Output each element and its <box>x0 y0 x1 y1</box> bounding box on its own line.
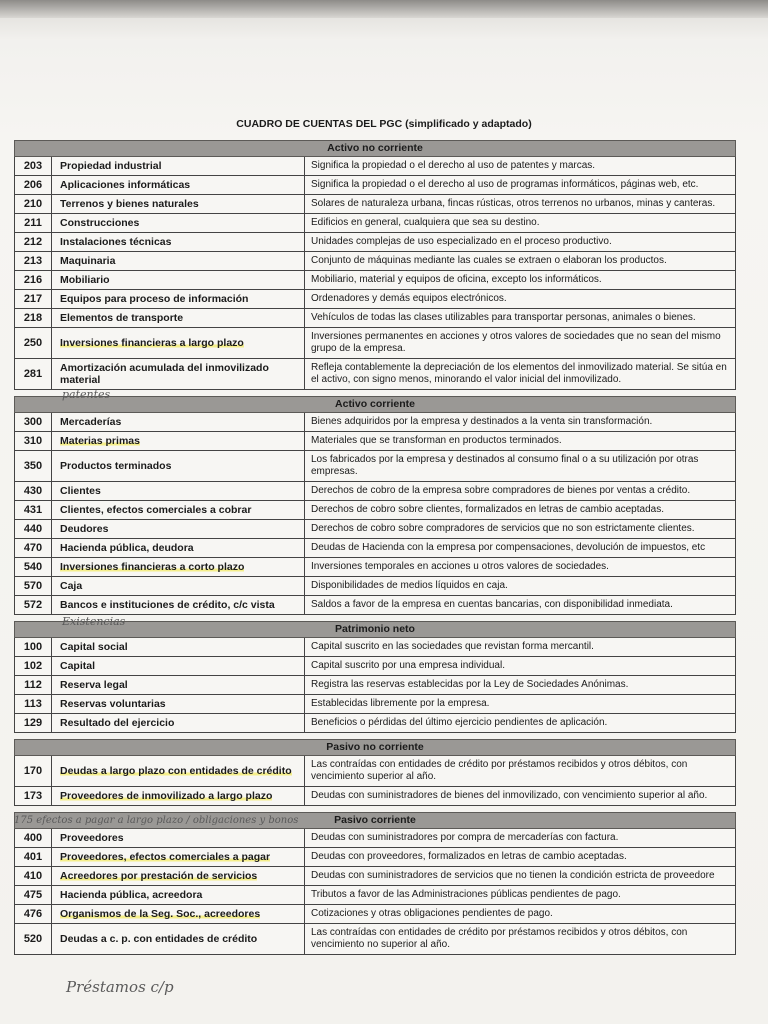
account-name-text: Deudores <box>60 523 109 535</box>
table-row <box>14 848 736 867</box>
scan-edge-shadow <box>0 0 768 18</box>
account-name-text: Terrenos y bienes naturales <box>60 198 199 210</box>
account-name <box>52 252 305 270</box>
table-row <box>14 787 736 806</box>
account-code: 250 <box>15 328 52 358</box>
table-row <box>14 233 736 252</box>
account-name-text: Equipos para proceso de información <box>60 293 249 305</box>
account-name-text: Deudas a largo plazo con entidades de crédito <box>60 765 292 777</box>
account-name <box>52 157 305 175</box>
account-name-text: Construcciones <box>60 217 140 229</box>
table-row <box>14 886 736 905</box>
account-code: 129 <box>15 714 52 732</box>
account-name <box>52 558 305 576</box>
account-code: 213 <box>15 252 52 270</box>
account-code: 540 <box>15 558 52 576</box>
account-code: 401 <box>15 848 52 866</box>
account-name-text: Clientes, efectos comerciales a cobrar <box>60 504 252 516</box>
handwritten-note: Existencias <box>62 615 126 628</box>
account-description: Saldos a favor de la empresa en cuentas bancarias, con disponibilidad inmediata. <box>311 599 673 610</box>
account-name <box>52 309 305 327</box>
account-description: Conjunto de máquinas mediante las cuales se extraen o elaboran los productos. <box>311 255 667 266</box>
table-row <box>14 905 736 924</box>
account-name-text: Proveedores de inmovilizado a largo plazo <box>60 790 273 802</box>
account-code: 430 <box>15 482 52 500</box>
account-name-text: Aplicaciones informáticas <box>60 179 191 191</box>
table-row <box>14 501 736 520</box>
account-code: 102 <box>15 657 52 675</box>
document-title: CUADRO DE CUENTAS DEL PGC (simplificado y adaptado) <box>236 118 532 130</box>
account-description: Deudas con proveedores, formalizados en letras de cambio aceptadas. <box>311 851 627 862</box>
account-name-text: Capital social <box>60 641 128 653</box>
account-code: 170 <box>15 756 52 786</box>
account-code: 476 <box>15 905 52 923</box>
account-description: Edificios en general, cualquiera que sea su destino. <box>311 217 540 228</box>
accounts-table <box>14 140 736 961</box>
account-name-text: Mercaderías <box>60 416 122 428</box>
account-name-text: Resultado del ejercicio <box>60 717 175 729</box>
account-name-text: Deudas a c. p. con entidades de crédito <box>60 933 258 945</box>
account-code: 216 <box>15 271 52 289</box>
account-code: 173 <box>15 787 52 805</box>
account-description: Capital suscrito por una empresa individual. <box>311 660 505 671</box>
table-row <box>14 176 736 195</box>
account-code: 475 <box>15 886 52 904</box>
account-code: 113 <box>15 695 52 713</box>
account-description: Unidades complejas de uso especializado en el proceso productivo. <box>311 236 612 247</box>
account-description: Establecidas libremente por la empresa. <box>311 698 490 709</box>
table-row <box>14 714 736 733</box>
account-name <box>52 290 305 308</box>
account-name-text: Proveedores, efectos comerciales a pagar <box>60 851 271 863</box>
account-code: 281 <box>15 359 52 389</box>
account-name <box>52 577 305 595</box>
section-header: Pasivo corriente <box>14 812 736 829</box>
account-name-text: Capital <box>60 660 96 672</box>
account-description: Capital suscrito en las sociedades que revistan forma mercantil. <box>311 641 594 652</box>
section-header: Activo no corriente <box>14 140 736 157</box>
account-name-text: Reservas voluntarias <box>60 698 166 710</box>
account-name <box>52 520 305 538</box>
account-description: Deudas de Hacienda con la empresa por compensaciones, devolución de impuestos, etc <box>311 542 706 553</box>
table-row <box>14 924 736 955</box>
account-description: Cotizaciones y otras obligaciones pendientes de pago. <box>311 908 553 919</box>
table-row <box>14 482 736 501</box>
account-description: Refleja contablemente la depreciación de los elementos del inmovilizado material. Se sitúa en el activo, con signo menos, minorando el valor inicial del inmovilizado. <box>311 362 727 385</box>
account-name <box>52 539 305 557</box>
account-code: 410 <box>15 867 52 885</box>
account-name <box>52 924 305 954</box>
account-name-text: Proveedores <box>60 832 124 844</box>
account-description: Derechos de cobro de la empresa sobre compradores de bienes por ventas a crédito. <box>311 485 691 496</box>
account-name <box>52 359 305 389</box>
table-row <box>14 328 736 359</box>
account-name-text: Productos terminados <box>60 460 172 472</box>
account-name-text: Clientes <box>60 485 101 497</box>
table-section <box>14 396 736 615</box>
account-description: Los fabricados por la empresa y destinados al consumo final o a su utilización por otras empresas. <box>311 454 699 477</box>
account-code: 217 <box>15 290 52 308</box>
account-name-text: Materias primas <box>60 435 140 447</box>
account-code: 440 <box>15 520 52 538</box>
handwritten-note: Préstamos c/p <box>66 978 174 996</box>
account-code: 212 <box>15 233 52 251</box>
account-code: 470 <box>15 539 52 557</box>
account-description: Vehículos de todas las clases utilizables para transportar personas, animales o bienes. <box>311 312 696 323</box>
table-row <box>14 451 736 482</box>
account-code: 350 <box>15 451 52 481</box>
account-name <box>52 328 305 358</box>
account-name-text: Instalaciones técnicas <box>60 236 172 248</box>
account-name <box>52 848 305 866</box>
account-description: Las contraídas con entidades de crédito por préstamos recibidos y otros débitos, con vencimiento superior al año. <box>311 759 688 782</box>
account-name <box>52 451 305 481</box>
account-code: 520 <box>15 924 52 954</box>
table-row <box>14 195 736 214</box>
account-name <box>52 829 305 847</box>
account-name <box>52 176 305 194</box>
table-row <box>14 252 736 271</box>
account-description: Materiales que se transforman en productos terminados. <box>311 435 562 446</box>
account-name-text: Inversiones financieras a corto plazo <box>60 561 245 573</box>
account-name <box>52 695 305 713</box>
account-name <box>52 867 305 885</box>
account-name-text: Caja <box>60 580 83 592</box>
table-row <box>14 290 736 309</box>
account-description: Derechos de cobro sobre compradores de servicios que no son estrictamente clientes. <box>311 523 695 534</box>
account-name <box>52 271 305 289</box>
table-row <box>14 309 736 328</box>
account-code: 206 <box>15 176 52 194</box>
table-section <box>14 140 736 390</box>
handwritten-note: 175 efectos a pagar a largo plazo / obligaciones y bonos <box>14 815 299 826</box>
account-code: 572 <box>15 596 52 614</box>
table-row <box>14 432 736 451</box>
account-description: Significa la propiedad o el derecho al uso de patentes y marcas. <box>311 160 596 171</box>
table-row <box>14 867 736 886</box>
account-code: 211 <box>15 214 52 232</box>
account-name-text: Acreedores por prestación de servicios <box>60 870 258 882</box>
table-row <box>14 539 736 558</box>
account-name <box>52 501 305 519</box>
account-name-text: Maquinaria <box>60 255 116 267</box>
table-row <box>14 829 736 848</box>
table-row <box>14 638 736 657</box>
account-name-text: Amortización acumulada del inmovilizado material <box>60 362 269 386</box>
account-description: Deudas con suministradores de servicios que no tienen la condición estricta de proveedore <box>311 870 715 881</box>
table-row <box>14 157 736 176</box>
account-name-text: Hacienda pública, deudora <box>60 542 194 554</box>
table-section <box>14 812 736 955</box>
account-description: Inversiones permanentes en acciones y otros valores de sociedades que no sean del mismo grupo de la empresa. <box>311 331 721 354</box>
section-header: Patrimonio neto <box>14 621 736 638</box>
account-code: 210 <box>15 195 52 213</box>
account-description: Disponibilidades de medios líquidos en caja. <box>311 580 508 591</box>
account-name-text: Hacienda pública, acreedora <box>60 889 203 901</box>
account-name <box>52 214 305 232</box>
account-name <box>52 714 305 732</box>
account-name-text: Propiedad industrial <box>60 160 162 172</box>
table-row <box>14 520 736 539</box>
account-name <box>52 413 305 431</box>
account-name <box>52 638 305 656</box>
account-description: Significa la propiedad o el derecho al uso de programas informáticos, páginas web, etc. <box>311 179 699 190</box>
table-row <box>14 695 736 714</box>
account-code: 400 <box>15 829 52 847</box>
account-name <box>52 233 305 251</box>
account-code: 300 <box>15 413 52 431</box>
account-description: Derechos de cobro sobre clientes, formalizados en letras de cambio aceptadas. <box>311 504 664 515</box>
table-section <box>14 621 736 733</box>
table-row <box>14 756 736 787</box>
account-code: 112 <box>15 676 52 694</box>
account-description: Deudas con suministradores de bienes del inmovilizado, con vencimiento superior al año. <box>311 790 708 801</box>
table-row <box>14 214 736 233</box>
account-description: Tributos a favor de las Administraciones públicas pendientes de pago. <box>311 889 621 900</box>
account-code: 218 <box>15 309 52 327</box>
account-description: Registra las reservas establecidas por la Ley de Sociedades Anónimas. <box>311 679 629 690</box>
account-code: 310 <box>15 432 52 450</box>
account-description: Beneficios o pérdidas del último ejercicio pendientes de aplicación. <box>311 717 608 728</box>
account-name <box>52 787 305 805</box>
account-name-text: Inversiones financieras a largo plazo <box>60 337 244 349</box>
account-name <box>52 482 305 500</box>
section-header: Pasivo no corriente <box>14 739 736 756</box>
account-description: Deudas con suministradores por compra de mercaderías con factura. <box>311 832 619 843</box>
account-description: Solares de naturaleza urbana, fincas rústicas, otros terrenos no urbanos, minas y canteras. <box>311 198 716 209</box>
account-description: Bienes adquiridos por la empresa y destinados a la venta sin transformación. <box>311 416 653 427</box>
table-row <box>14 596 736 615</box>
account-name <box>52 905 305 923</box>
account-name-text: Reserva legal <box>60 679 128 691</box>
account-name <box>52 756 305 786</box>
account-name <box>52 886 305 904</box>
account-name <box>52 432 305 450</box>
table-row <box>14 577 736 596</box>
account-name-text: Organismos de la Seg. Soc., acreedores <box>60 908 261 920</box>
table-row <box>14 558 736 577</box>
account-code: 203 <box>15 157 52 175</box>
account-code: 431 <box>15 501 52 519</box>
account-name-text: Bancos e instituciones de crédito, c/c vista <box>60 599 275 611</box>
account-description: Inversiones temporales en acciones u otros valores de sociedades. <box>311 561 609 572</box>
account-code: 100 <box>15 638 52 656</box>
account-name <box>52 657 305 675</box>
account-description: Mobiliario, material y equipos de oficina, excepto los informáticos. <box>311 274 602 285</box>
section-header: Activo corriente <box>14 396 736 413</box>
account-name <box>52 596 305 614</box>
table-row <box>14 359 736 390</box>
table-row <box>14 676 736 695</box>
account-name-text: Mobiliario <box>60 274 110 286</box>
table-section <box>14 739 736 806</box>
account-description: Las contraídas con entidades de crédito por préstamos recibidos y otros débitos, con vencimiento no superior al año. <box>311 927 688 950</box>
account-code: 570 <box>15 577 52 595</box>
account-name-text: Elementos de transporte <box>60 312 184 324</box>
table-row <box>14 657 736 676</box>
table-row <box>14 271 736 290</box>
account-name <box>52 676 305 694</box>
account-name <box>52 195 305 213</box>
handwritten-note: patentes <box>62 388 111 401</box>
account-description: Ordenadores y demás equipos electrónicos. <box>311 293 507 304</box>
table-row <box>14 413 736 432</box>
